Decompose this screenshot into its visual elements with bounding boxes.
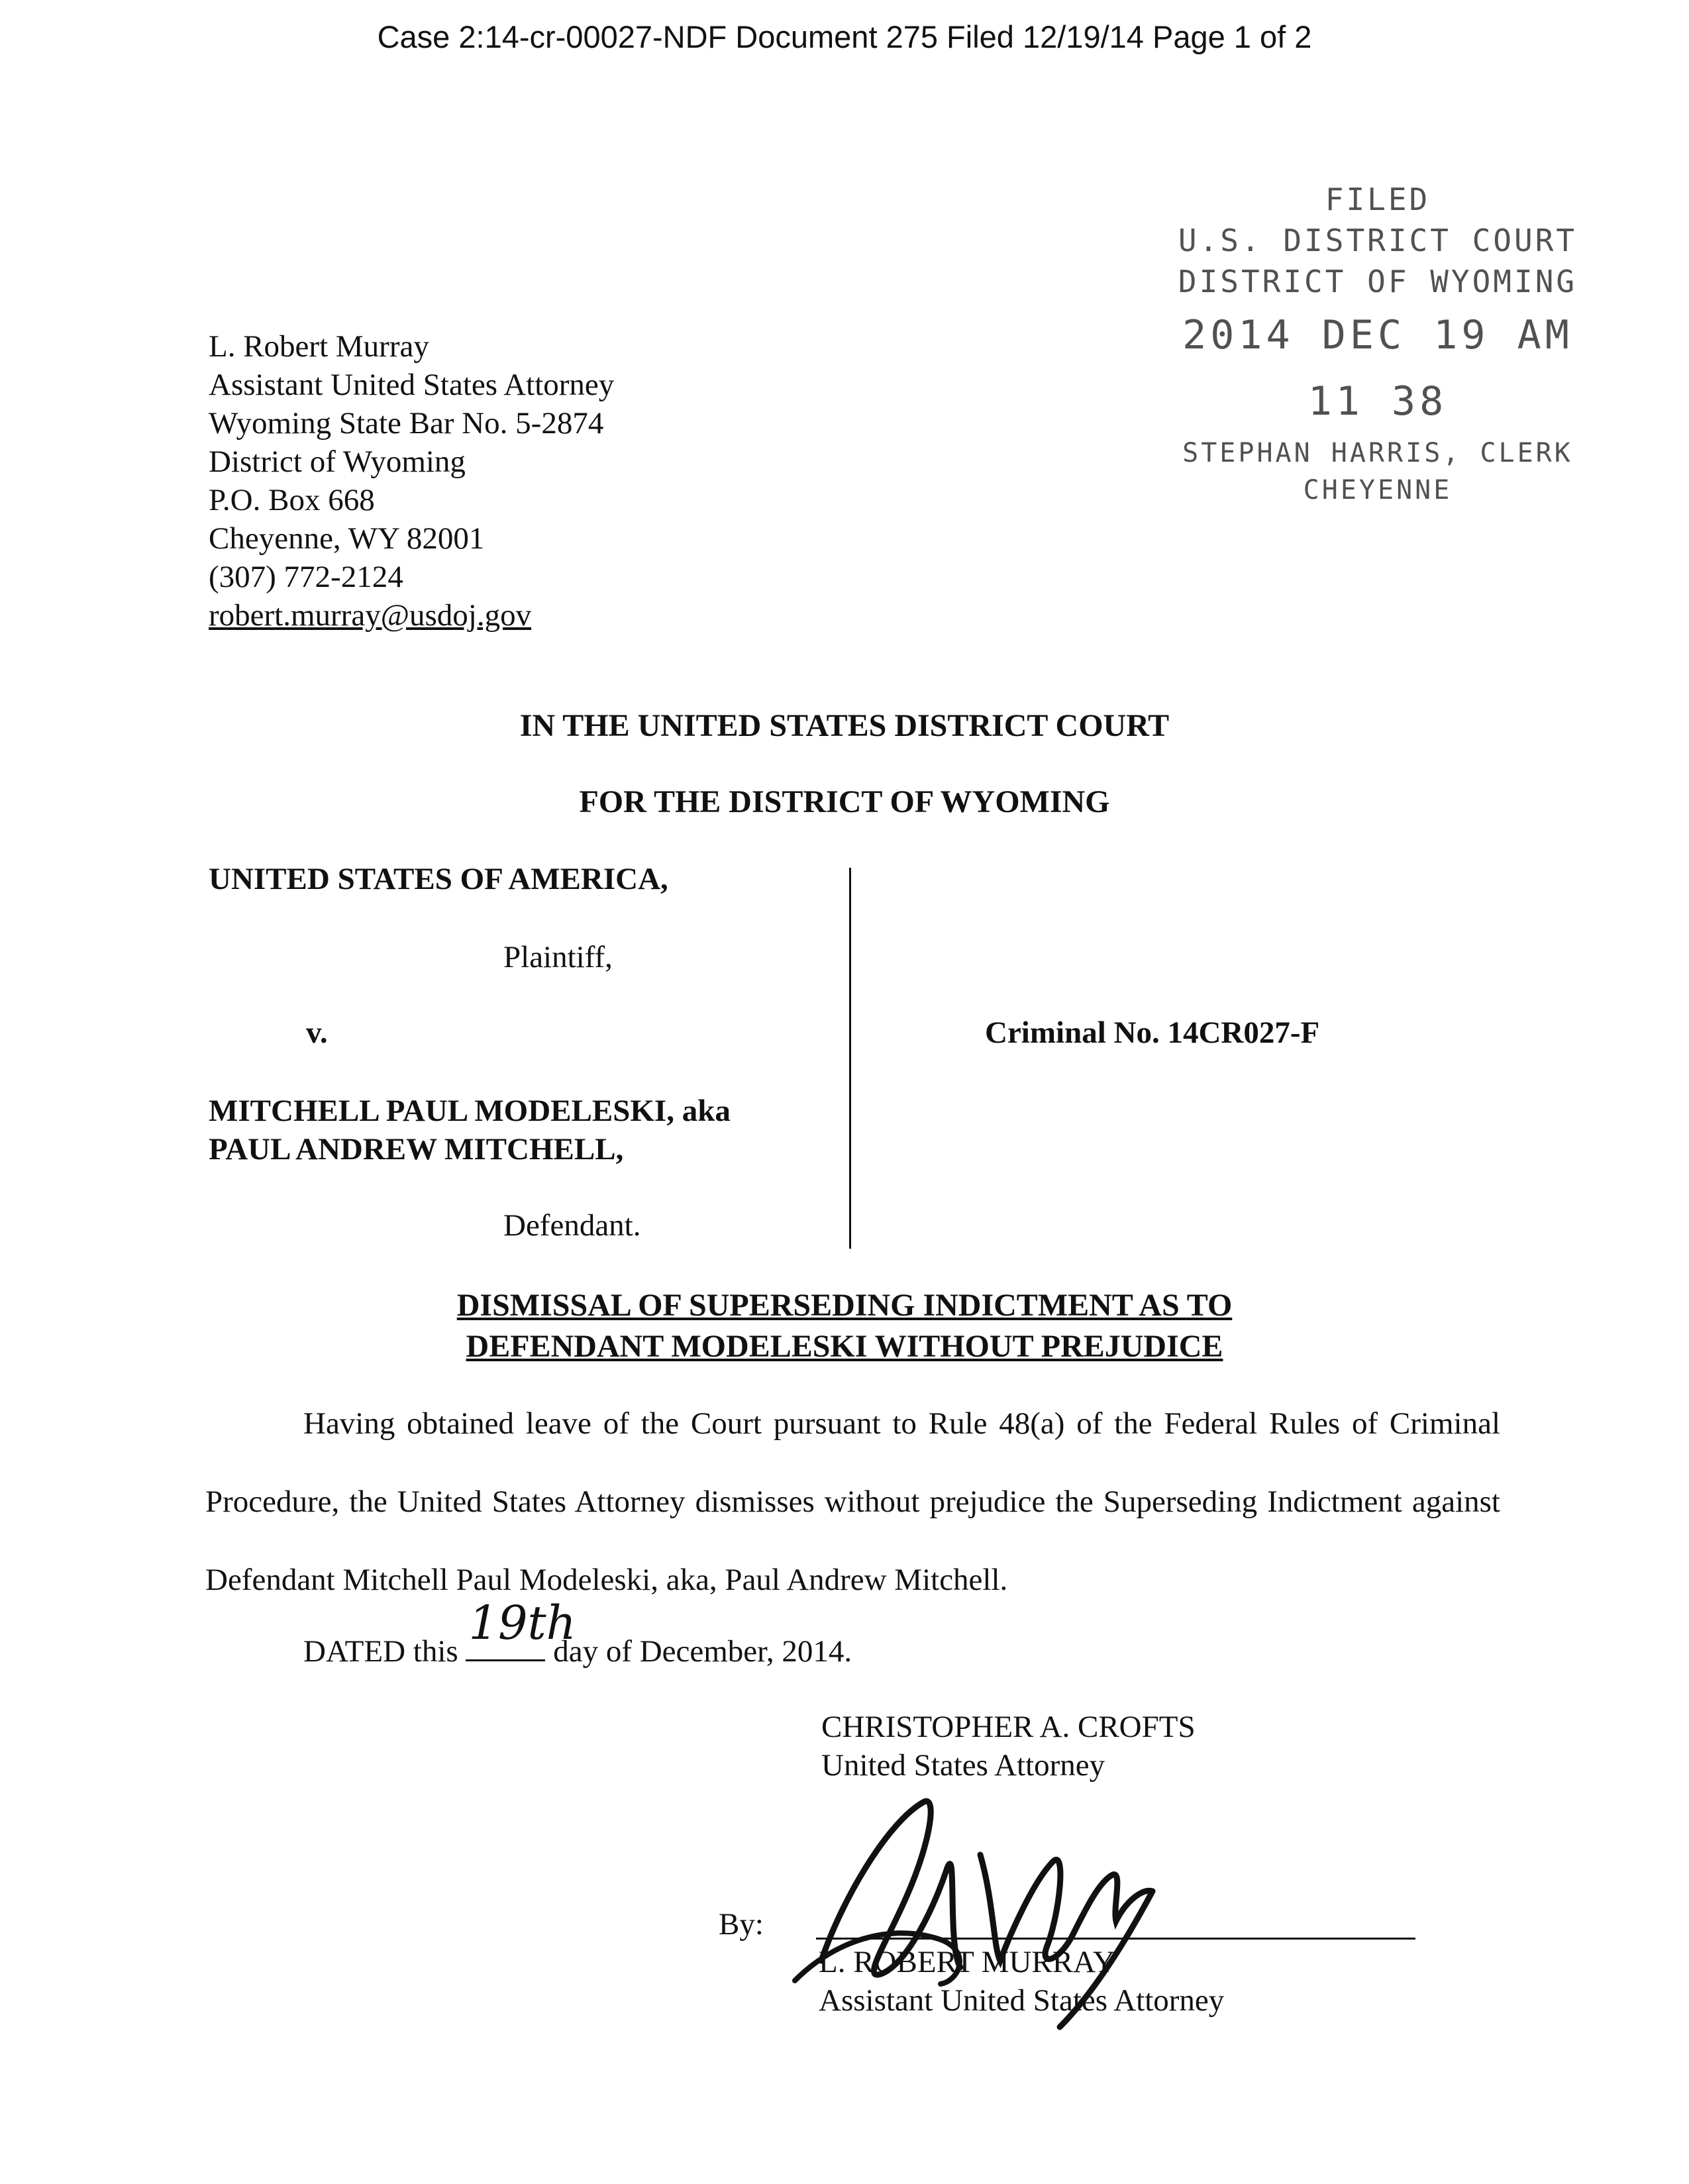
dated-suffix: day of December, 2014. — [553, 1634, 852, 1669]
document-title-line2: DEFENDANT MODELESKI WITHOUT PREJUDICE — [466, 1329, 1223, 1364]
case-number: Criminal No. 14CR027-F — [985, 1015, 1320, 1050]
stamp-district: DISTRICT OF WYOMING — [1178, 264, 1578, 299]
stamp-city: CHEYENNE — [1303, 475, 1453, 505]
body-paragraph — [205, 1384, 1500, 1619]
defendant-name-line2: PAUL ANDREW MITCHELL, — [209, 1132, 624, 1167]
dated-line — [303, 1596, 852, 1669]
attorney-block — [209, 327, 614, 635]
court-district-title: FOR THE DISTRICT OF WYOMING — [579, 784, 1110, 819]
dated-day-blank — [466, 1596, 576, 1661]
attorney-title: Assistant United States Attorney — [209, 368, 615, 402]
attorney-district: District of Wyoming — [209, 444, 466, 479]
body-text: Having obtained leave of the Court pursuant to Rule 48(a) of the Federal Rules of Criminal Procedure, the United States Attorney dismisses without prejudice the Superseding Indictment against Defendant Mitchell Paul Modeleski, aka, Paul Andrew Mitchell. — [205, 1406, 1500, 1597]
by-label: By: — [719, 1907, 764, 1942]
attorney-po-box: P.O. Box 668 — [209, 483, 375, 517]
document-title-line1: DISMISSAL OF SUPERSEDING INDICTMENT AS TO — [456, 1288, 1233, 1323]
caption-divider — [849, 868, 851, 1249]
attorney-name: L. Robert Murray — [209, 329, 429, 364]
stamp-clerk: STEPHAN HARRIS, CLERK — [1182, 438, 1573, 468]
defendant-name-line1: MITCHELL PAUL MODELESKI, aka — [209, 1094, 731, 1128]
stamp-filed: FILED — [1325, 182, 1431, 217]
filed-stamp — [1166, 179, 1590, 509]
us-attorney-name: CHRISTOPHER A. CROFTS — [821, 1710, 1196, 1744]
defendant-role: Defendant. — [503, 1208, 641, 1243]
plaintiff-role: Plaintiff, — [503, 940, 613, 974]
attorney-email-link[interactable]: robert.murray@usdoj.gov — [209, 598, 532, 633]
attorney-bar-number: Wyoming State Bar No. 5-2874 — [209, 406, 604, 441]
signer-name: L. ROBERT MURRAY — [819, 1945, 1115, 1979]
plaintiff-name: UNITED STATES OF AMERICA, — [209, 862, 668, 896]
court-title: IN THE UNITED STATES DISTRICT COURT — [519, 708, 1170, 743]
signature-line — [816, 1938, 1415, 1940]
case-header: Case 2:14-cr-00027-NDF Document 275 Filed 12/19/14 Page 1 of 2 — [377, 19, 1312, 54]
attorney-phone: (307) 772-2124 — [209, 560, 403, 594]
stamp-court: U.S. DISTRICT COURT — [1178, 223, 1578, 258]
stamp-date: 2014 DEC 19 AM 11 38 — [1182, 312, 1573, 425]
signer-title: Assistant United States Attorney — [819, 1983, 1225, 2018]
attorney-city: Cheyenne, WY 82001 — [209, 521, 485, 556]
versus-label: v. — [306, 1015, 328, 1050]
us-attorney-title: United States Attorney — [821, 1748, 1105, 1783]
dated-prefix: DATED this — [303, 1634, 458, 1669]
dated-day-handwritten: 19th — [468, 1596, 576, 1650]
